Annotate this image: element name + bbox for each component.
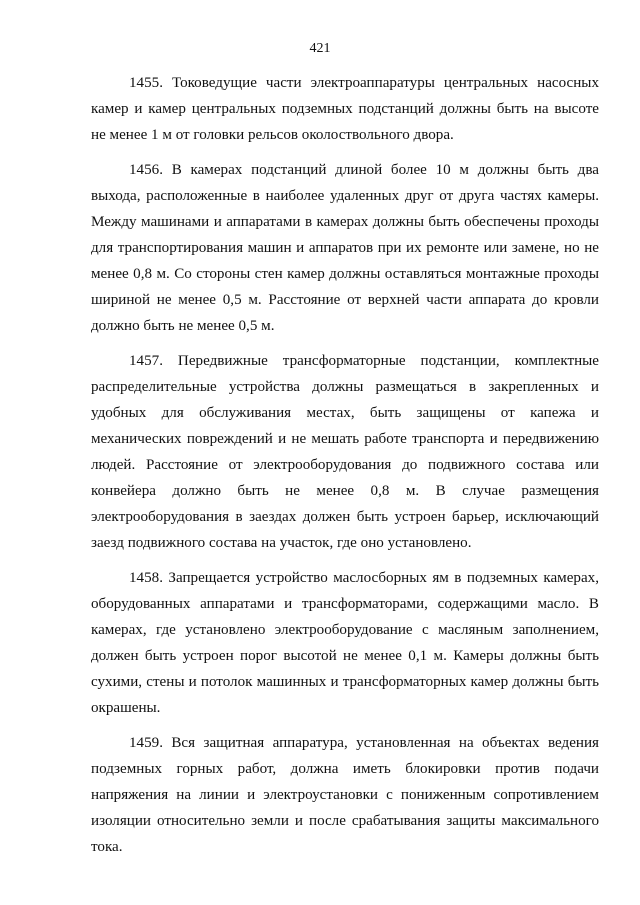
document-body [91, 70, 599, 869]
paragraph-1459: 1459. Вся защитная аппаратура, установленная на объектах ведения подземных горных работ, должна иметь блокировки против подачи напряжения на линии и электроустановки с пониженным сопротивлением изоляции относительно земли и после срабатывания защиты максимального тока. [91, 735, 599, 855]
paragraph-1457: 1457. Передвижные трансформаторные подстанции, комплектные распределительные устройства должны размещаться в закрепленных и удобных для обслуживания местах, быть защищены от капежа и механических повреждений и не мешать работе транспорта и передвижению людей. Расстояние от электрооборудования до подвижного состава или конвейера должно быть не менее 0,8 м. В случае размещения электрооборудования в заездах должен быть устроен барьер, исключающий заезд подвижного состава на участок, где оно установлено. [91, 353, 599, 551]
paragraph-1458: 1458. Запрещается устройство маслосборных ям в подземных камерах, оборудованных аппаратами и трансформаторами, содержащими масло. В камерах, где установлено электрооборудование с масляным заполнением, должен быть устроен порог высотой не менее 0,1 м. Камеры должны быть сухими, стены и потолок машинных и трансформаторных камер должны быть окрашены. [91, 570, 599, 716]
paragraph-1455: 1455. Токоведущие части электроаппаратуры центральных насосных камер и камер центральных подземных подстанций должны быть на высоте не менее 1 м от головки рельсов околоствольного двора. [91, 75, 599, 143]
paragraph-1456: 1456. В камерах подстанций длиной более 10 м должны быть два выхода, расположенные в наиболее удаленных друг от друга частях камеры. Между машинами и аппаратами в камерах должны быть обеспечены проходы для транспортирования машин и аппаратов при их ремонте или замене, но не менее 0,8 м. Со стороны стен камер должны оставляться монтажные проходы шириной не менее 0,5 м. Расстояние от верхней части аппарата до кровли должно быть не менее 0,5 м. [91, 162, 599, 334]
page-number: 421 [309, 41, 331, 56]
